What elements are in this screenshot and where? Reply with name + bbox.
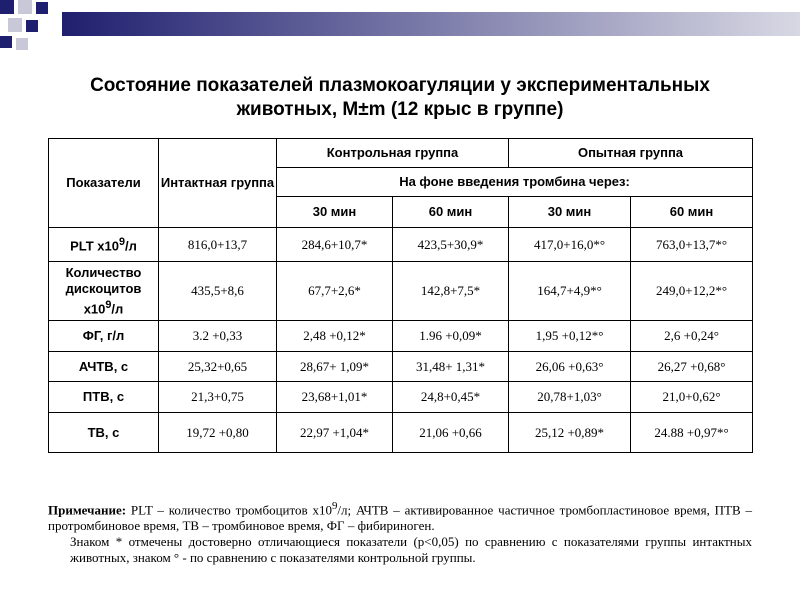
table-cell: 21,3+0,75	[159, 382, 277, 413]
header-control-group: Контрольная группа	[277, 139, 509, 168]
row-label-text: PLT x10	[70, 238, 119, 254]
header-time: 30 мин	[509, 197, 631, 228]
footnote-sup: 9	[331, 500, 338, 512]
row-label-unit: /л	[111, 301, 124, 317]
header-gradient-bar	[62, 12, 800, 36]
header-time: 60 мин	[393, 197, 509, 228]
table-cell: 1,95 +0,12*°	[509, 321, 631, 352]
header-experimental-group: Опытная группа	[509, 139, 753, 168]
header-indicators: Показатели	[49, 139, 159, 228]
title-line-2: животных, M±m (12 крыс в группе)	[236, 99, 564, 120]
table-cell: 417,0+16,0*°	[509, 228, 631, 262]
table-cell: 25,12 +0,89*	[509, 413, 631, 453]
row-label-achtv: АЧТВ, с	[49, 352, 159, 382]
row-label-sup: 9	[105, 298, 112, 311]
table-cell: 816,0+13,7	[159, 228, 277, 262]
row-label-sup: 9	[118, 236, 126, 249]
footnote-label: Примечание:	[48, 502, 127, 518]
table-row	[49, 228, 753, 262]
header-time: 60 мин	[631, 197, 753, 228]
table-cell: 1.96 +0,09*	[393, 321, 509, 352]
table-cell: 31,48+ 1,31*	[393, 352, 509, 382]
table-row	[49, 321, 753, 352]
footnote-abbreviations	[48, 498, 752, 534]
deco-square-light	[8, 18, 22, 32]
row-label-discocytes	[49, 262, 159, 321]
row-label-tv: ТВ, с	[49, 413, 159, 453]
table-row	[49, 382, 753, 413]
footnote-text-1a: PLT – количество тромбоцитов x10	[130, 502, 332, 518]
table-cell: 26,27 +0,68°	[631, 352, 753, 382]
row-label-ptv: ПТВ, с	[49, 382, 159, 413]
footnote-significance: Знаком * отмечены достоверно отличающиеся показатели (p<0,05) по сравнению с показателями группы интактных животных, знаком ° - по сравнению с показателями контрольной группы.	[70, 534, 752, 566]
footnote	[48, 498, 752, 566]
table-cell: 2,6 +0,24°	[631, 321, 753, 352]
table-cell: 21,0+0,62°	[631, 382, 753, 413]
deco-square-light	[16, 38, 28, 50]
table-cell: 435,5+8,6	[159, 262, 277, 321]
deco-square-light	[18, 0, 32, 14]
deco-square-dark	[0, 36, 12, 48]
title-line-1: Состояние показателей плазмокоагуляции у экспериментальных	[90, 75, 710, 96]
table-cell: 23,68+1,01*	[277, 382, 393, 413]
header-intact-group: Интактная группа	[159, 139, 277, 228]
table-cell: 25,32+0,65	[159, 352, 277, 382]
table-cell: 22,97 +1,04*	[277, 413, 393, 453]
table-cell: 2,48 +0,12*	[277, 321, 393, 352]
deco-square-dark	[26, 20, 38, 32]
row-label-fg: ФГ, г/л	[49, 321, 159, 352]
table-cell: 24.88 +0,97*°	[631, 413, 753, 453]
row-label-text: Количество дискоцитов x10	[65, 264, 142, 317]
table-cell: 3.2 +0,33	[159, 321, 277, 352]
table-cell: 249,0+12,2*°	[631, 262, 753, 321]
table-row	[49, 262, 753, 321]
page-title	[40, 74, 760, 122]
header-thrombin: На фоне введения тромбина через:	[277, 168, 753, 197]
table-cell: 423,5+30,9*	[393, 228, 509, 262]
table-cell: 67,7+2,6*	[277, 262, 393, 321]
header-row-1	[49, 139, 753, 168]
table-cell: 19,72 +0,80	[159, 413, 277, 453]
deco-square-dark	[0, 0, 14, 14]
table-cell: 26,06 +0,63°	[509, 352, 631, 382]
table-cell: 20,78+1,03°	[509, 382, 631, 413]
table-cell: 24,8+0,45*	[393, 382, 509, 413]
deco-square-dark	[36, 2, 48, 14]
table-cell: 284,6+10,7*	[277, 228, 393, 262]
footnote-text-1b: /л; АЧТВ – активированное частичное тромбопластиновое время, ПТВ – протромбиновое время, ТВ – тромбиновое время, ФГ – фибириноген.	[48, 502, 752, 534]
table-cell: 164,7+4,9*°	[509, 262, 631, 321]
row-label-unit: /л	[125, 238, 137, 254]
table-cell: 28,67+ 1,09*	[277, 352, 393, 382]
table-row	[49, 413, 753, 453]
header-time: 30 мин	[277, 197, 393, 228]
row-label-plt	[49, 228, 159, 262]
coagulation-table	[48, 138, 753, 453]
table-cell: 763,0+13,7*°	[631, 228, 753, 262]
table-cell: 142,8+7,5*	[393, 262, 509, 321]
table-row	[49, 352, 753, 382]
table-cell: 21,06 +0,66	[393, 413, 509, 453]
